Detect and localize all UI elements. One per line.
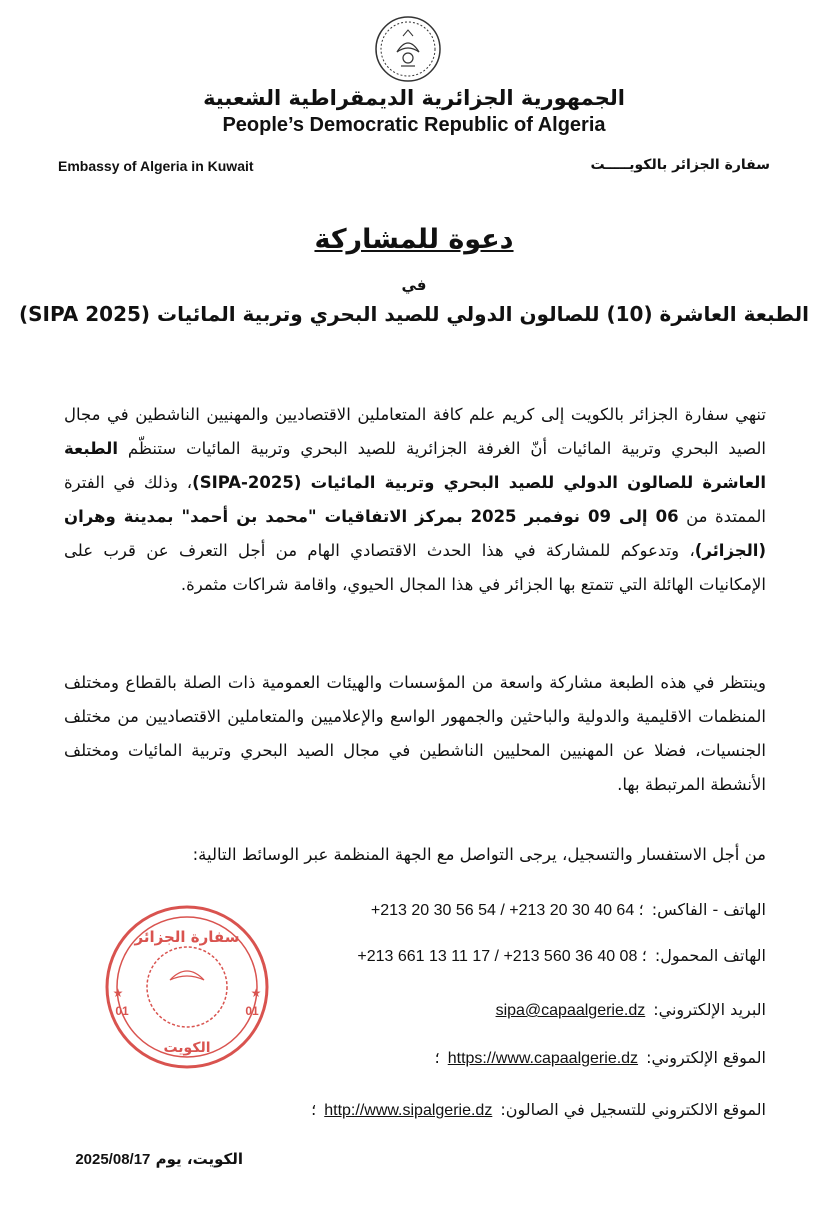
- contact-phone-fax: [371, 900, 766, 920]
- embassy-stamp: [100, 900, 275, 1075]
- stamp-right-star-icon: ★: [250, 986, 262, 1000]
- paragraph-participants: [64, 666, 766, 802]
- date-value: 2025/08/17: [75, 1151, 151, 1168]
- stamp-crescent-icon: [170, 971, 204, 980]
- contact-email: [496, 1000, 766, 1020]
- website-label: الموقع الإلكتروني:: [646, 1048, 766, 1067]
- mobile-label: الهاتف المحمول:: [654, 946, 766, 965]
- contact-website: [435, 1048, 766, 1068]
- contact-registration: [311, 1100, 766, 1120]
- contact-intro: من أجل الاستفسار والتسجيل، يرجى التواصل مع الجهة المنظمة عبر الوسائط التالية:: [192, 845, 766, 864]
- title-connector: في: [401, 276, 427, 294]
- registration-separator: ؛: [311, 1100, 317, 1119]
- document-title: دعوة للمشاركة: [314, 224, 514, 255]
- algeria-emblem-icon: [373, 14, 443, 84]
- p1-event-name: الطبعة العاشرة للصالون الدولي للصيد البحري وتربية المائيات (SIPA-2025): [64, 439, 766, 492]
- p1-event-dates-venue: 06 إلى 09 نوفمبر 2025 بمركز الاتفاقيات "محمد بن أحمد" بمدينة وهران (الجزائر): [64, 507, 766, 560]
- date-prefix: الكويت، يوم: [155, 1150, 243, 1168]
- website-link[interactable]: https://www.capaalgerie.dz: [447, 1050, 639, 1067]
- stamp-top-text: سفارة الجزائر: [134, 928, 240, 946]
- republic-name-arabic: الجمهورية الجزائرية الديمقراطية الشعبية: [203, 86, 625, 110]
- contact-mobile: [357, 946, 766, 966]
- email-label: البريد الإلكتروني:: [653, 1000, 766, 1019]
- stamp-bottom-text: الكويت: [163, 1040, 211, 1056]
- embassy-name-english: Embassy of Algeria in Kuwait: [58, 158, 254, 174]
- email-link[interactable]: sipa@capaalgerie.dz: [495, 1002, 646, 1019]
- mobile-value: +213 661 13 11 17 / +213 560 36 40 08 ؛: [357, 948, 647, 965]
- stamp-left-number: 01: [115, 1004, 129, 1018]
- republic-name-english: People’s Democratic Republic of Algeria: [222, 114, 606, 136]
- paragraph-announcement: [64, 398, 766, 602]
- stamp-left-star-icon: ★: [112, 986, 124, 1000]
- phone-fax-value: +213 20 30 56 54 / +213 20 30 40 64 ؛: [370, 902, 644, 919]
- registration-link[interactable]: http://www.sipalgerie.dz: [324, 1102, 493, 1119]
- p1-text-c: ، وذلك في الفترة الممتدة من: [64, 473, 766, 526]
- document-date: [75, 1150, 243, 1168]
- registration-label: الموقع الالكتروني للتسجيل في الصالون:: [500, 1100, 766, 1119]
- website-separator: ؛: [434, 1048, 440, 1067]
- p1-text-a: تنهي سفارة الجزائر بالكويت إلى كريم علم كافة المتعاملين الاقتصاديين والمهنيين الناشطين في مجال الصيد البحري وتربية المائيات أنّ الغرفة الجزائرية للصيد البحري وتربية المائيات ستنظّم: [64, 405, 766, 458]
- p2-text: وينتظر في هذه الطبعة مشاركة واسعة من المؤسسات والهيئات العمومية ذات الصلة بالقطاع ومختلف المنظمات الاقليمية والدولية والباحثين والجمهور الواسع والإعلاميين والمتعاملين الاقتصاديين من مختلف الجنسيات، فضلا عن المهنيين المحليين الناشطين في مجال الصيد البحري وتربية المائيات ومختلف الأنشطة المرتبطة بها.: [64, 673, 766, 794]
- phone-fax-label: الهاتف - الفاكس:: [651, 900, 766, 919]
- stamp-right-number: 01: [245, 1004, 259, 1018]
- p1-text-e: ، وتدعوكم للمشاركة في هذا الحدث الاقتصادي الهام من أجل التعرف عن قرب على الإمكانيات الهائلة التي تتمتع بها الجزائر في هذا المجال الحيوي، واقامة شراكات مثمرة.: [64, 541, 766, 594]
- embassy-name-arabic: سفارة الجزائر بالكويـــــت: [590, 157, 770, 173]
- event-subtitle: الطبعة العاشرة (10) للصالون الدولي للصيد البحري وتربية المائيات (SIPA 2025): [18, 302, 810, 326]
